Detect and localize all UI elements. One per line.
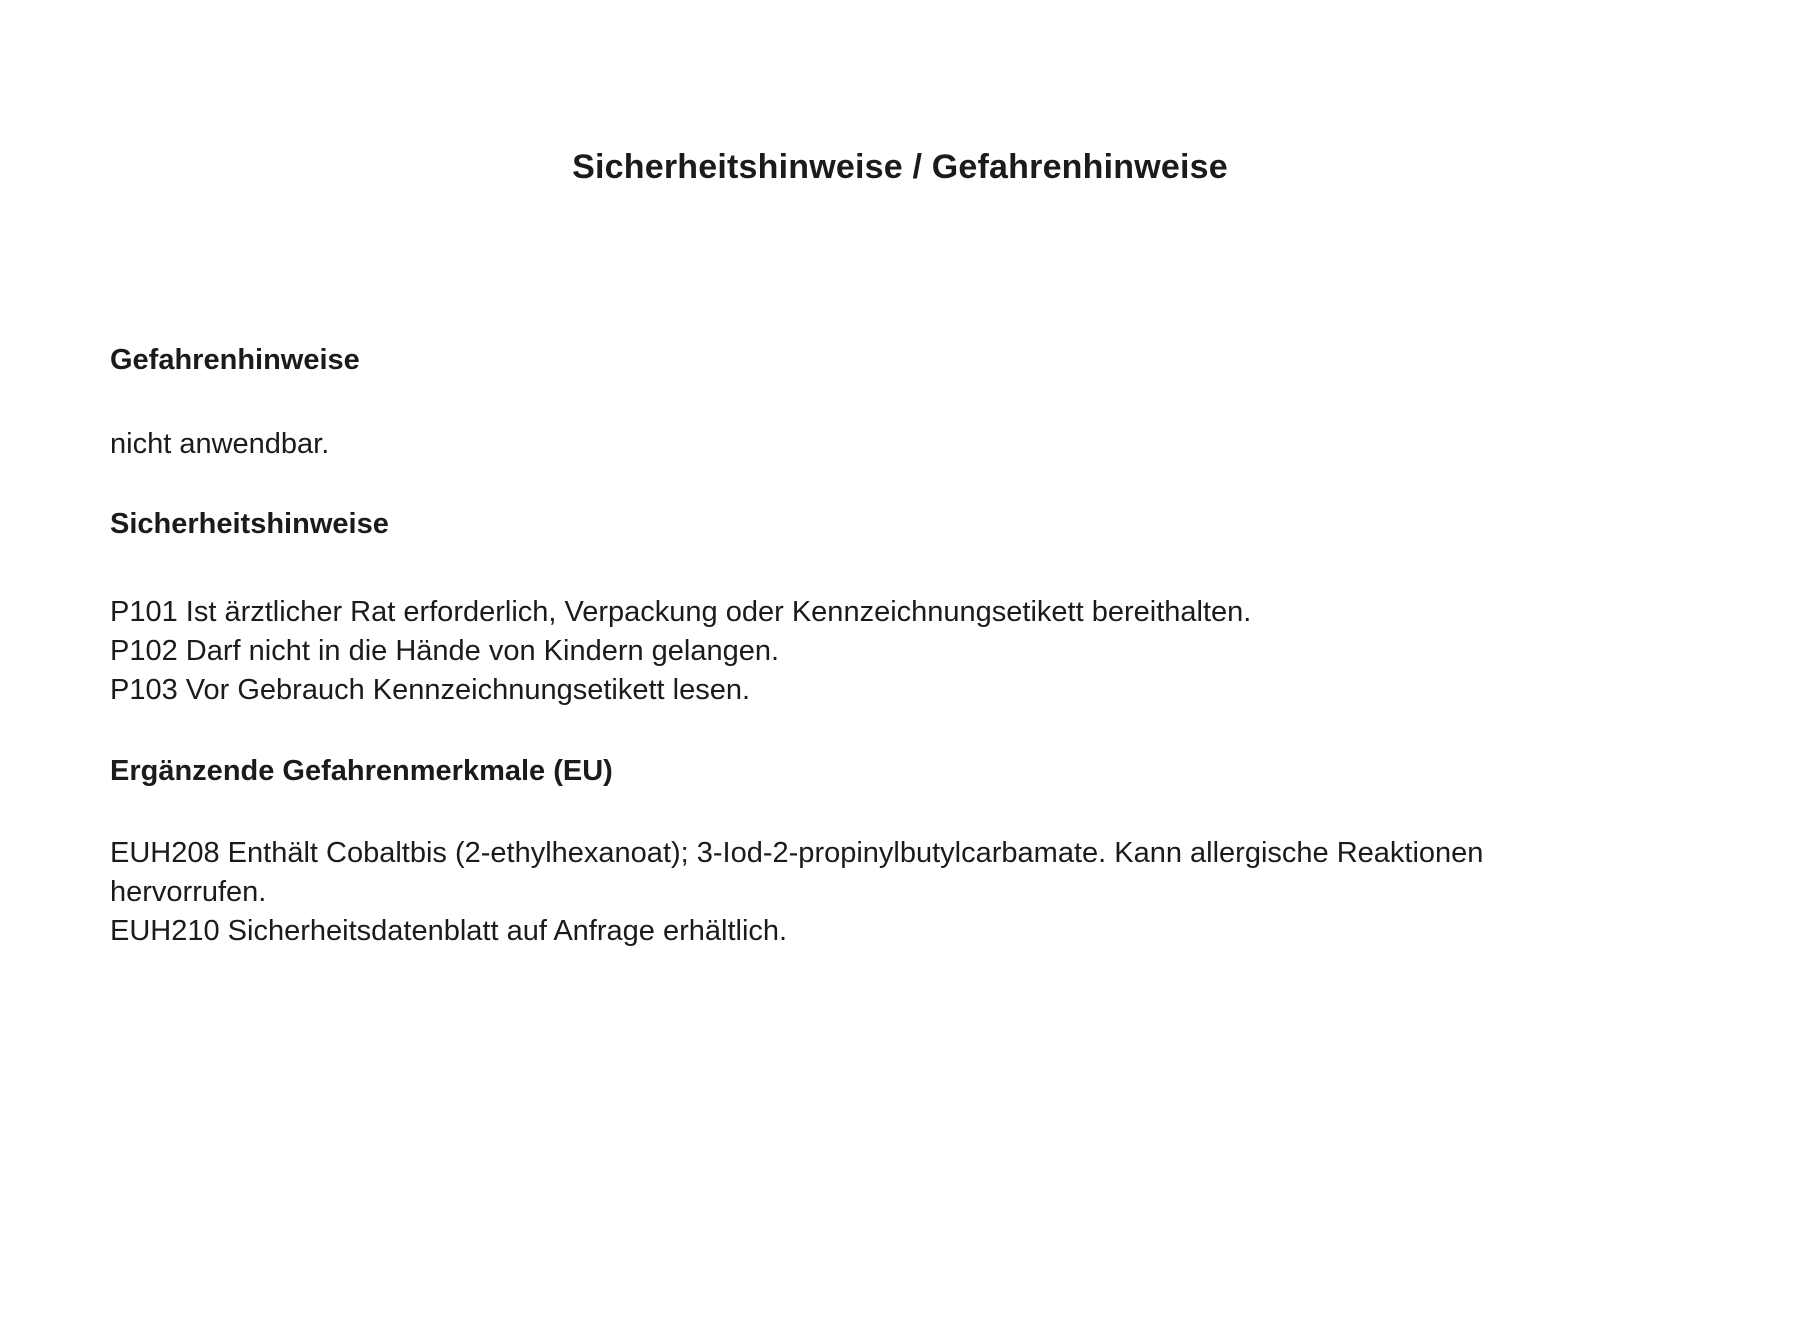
p103-statement-line: P103 Vor Gebrauch Kennzeichnungsetikett lesen. xyxy=(110,674,751,706)
gefahrenhinweise-body-line: nicht anwendbar. xyxy=(110,428,330,460)
euh210-statement-line: EUH210 Sicherheitsdatenblatt auf Anfrage erhältlich. xyxy=(110,915,788,947)
page-title: Sicherheitshinweise / Gefahrenhinweise xyxy=(572,148,1228,186)
p102-statement-line: P102 Darf nicht in die Hände von Kindern gelangen. xyxy=(110,635,780,667)
section-heading-gefahrenhinweise: Gefahrenhinweise xyxy=(110,344,360,376)
section-heading-sicherheitshinweise: Sicherheitshinweise xyxy=(110,508,389,540)
p101-statement-line: P101 Ist ärztlicher Rat erforderlich, Verpackung oder Kennzeichnungsetikett bereithalten. xyxy=(110,596,1252,628)
section-heading-ergaenzende-gefahrenmerkmale: Ergänzende Gefahrenmerkmale (EU) xyxy=(110,755,613,787)
euh208-statement-continuation-line: hervorrufen. xyxy=(110,876,267,908)
euh208-statement-line: EUH208 Enthält Cobaltbis (2-ethylhexanoat); 3-Iod-2-propinylbutylcarbamate. Kann allergische Reaktionen xyxy=(110,837,1484,869)
